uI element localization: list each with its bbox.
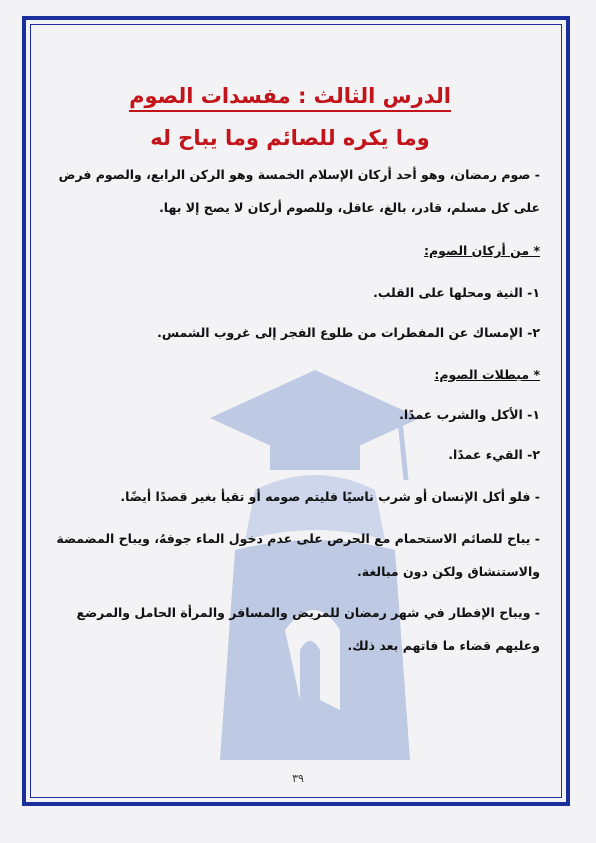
intro-paragraph: - صوم رمضان، وهو أحد أركان الإسلام الخمسة وهو الركن الرابع، والصوم فرض على كل مسلم، قادر، بالغ، عاقل، وللصوم أركان لا يصح إلا بها. [58,167,540,215]
invalidator-item-1: ١- الأكل والشرب عمدًا. [399,407,540,422]
invalidators-heading: * مبطلات الصوم: [434,367,540,382]
lesson-content [40,76,540,653]
page-number: ٣٩ [292,772,304,785]
bathing-note: - يباح للصائم الاستحمام مع الحرص على عدم دخول الماء جوفهُ، ويباح المضمضة والاستنشاق ولكن دون مبالغة. [56,531,540,579]
breaking-fast-note: - ويباح الإفطار في شهر رمضان للمريض والمسافر والمرأة الحامل والمرضع وعليهم قضاء ما فاتهم بعد ذلك. [76,605,540,653]
pillar-item-2: ٢- الإمساك عن المفطرات من طلوع الفجر إلى غروب الشمس. [157,325,540,340]
forgetful-eating-note: - فلو أكل الإنسان أو شرب ناسيًا فليتم صومه أو تقيأ بغير قصدًا أيضًا. [120,489,540,504]
lesson-title: الدرس الثالث : مفسدات الصوم [129,84,451,112]
pillar-item-1: ١- النية ومحلها على القلب. [373,285,540,300]
invalidator-item-2: ٢- القيء عمدًا. [448,447,540,462]
lesson-subtitle: وما يكره للصائم وما يباح له [150,126,430,150]
pillars-heading: * من أركان الصوم: [424,243,540,258]
